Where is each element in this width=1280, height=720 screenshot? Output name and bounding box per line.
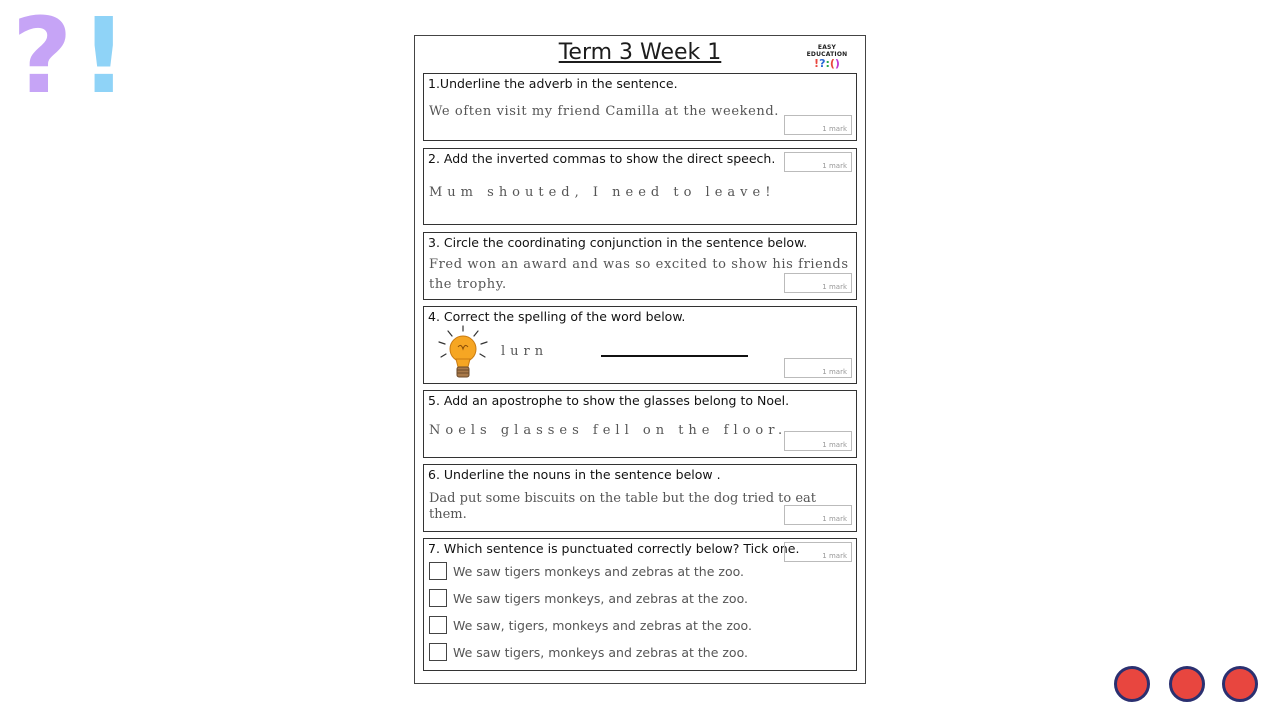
question-4-answer-line[interactable] — [601, 355, 748, 357]
mark-label: 1 mark — [822, 162, 847, 170]
mark-label: 1 mark — [822, 515, 847, 523]
option-1-checkbox[interactable] — [429, 562, 447, 580]
question-6-box — [423, 464, 857, 532]
question-1-sentence: We often visit my friend Camilla at the weekend. — [429, 104, 780, 119]
question-7-prompt: 7. Which sentence is punctuated correctly below? Tick one. — [428, 541, 800, 556]
question-mark-decoration: ? — [12, 0, 73, 117]
easy-education-logo — [799, 44, 855, 70]
mark-label: 1 mark — [822, 283, 847, 291]
option-4-checkbox[interactable] — [429, 643, 447, 661]
question-5-sentence: Noels glasses fell on the floor. — [429, 423, 788, 438]
question-4-mark-box[interactable] — [784, 358, 852, 378]
logo-punctuation-marks: !?:() — [814, 57, 840, 70]
nav-dot-1[interactable] — [1114, 666, 1150, 702]
question-5-box — [423, 390, 857, 458]
question-3-sentence-line-1: Fred won an award and was so excited to show his friends — [429, 257, 849, 272]
question-3-prompt: 3. Circle the coordinating conjunction in the sentence below. — [428, 235, 808, 250]
option-3-text: We saw, tigers, monkeys and zebras at the zoo. — [453, 618, 752, 633]
question-3-mark-box[interactable] — [784, 273, 852, 293]
question-4-box — [423, 306, 857, 384]
question-5-prompt: 5. Add an apostrophe to show the glasses belong to Noel. — [428, 393, 790, 408]
nav-dot-2[interactable] — [1169, 666, 1205, 702]
mark-label: 1 mark — [822, 368, 847, 376]
question-7-box — [423, 538, 857, 671]
option-2-checkbox[interactable] — [429, 589, 447, 607]
nav-dot-3[interactable] — [1222, 666, 1258, 702]
question-6-sentence-line-2: them. — [429, 507, 467, 522]
question-3-sentence-line-2: the trophy. — [429, 277, 507, 292]
question-1-box — [423, 73, 857, 141]
question-7-mark-box[interactable] — [784, 542, 852, 562]
question-2-prompt: 2. Add the inverted commas to show the direct speech. — [428, 151, 776, 166]
question-6-prompt: 6. Underline the nouns in the sentence below . — [428, 467, 721, 482]
exclamation-mark-decoration: ! — [80, 0, 128, 117]
logo-text: EASY EDUCATION — [806, 44, 848, 58]
light-bulb-icon — [436, 325, 490, 381]
question-3-box — [423, 232, 857, 300]
option-3-checkbox[interactable] — [429, 616, 447, 634]
option-4-text: We saw tigers, monkeys and zebras at the zoo. — [453, 645, 748, 660]
mark-label: 1 mark — [822, 125, 847, 133]
worksheet-title: Term 3 Week 1 — [558, 40, 722, 65]
option-1-text: We saw tigers monkeys and zebras at the zoo. — [453, 564, 744, 579]
question-6-mark-box[interactable] — [784, 505, 852, 525]
question-1-prompt: 1.Underline the adverb in the sentence. — [428, 76, 678, 91]
mark-label: 1 mark — [822, 441, 847, 449]
mark-label: 1 mark — [822, 552, 847, 560]
question-4-prompt: 4. Correct the spelling of the word below. — [428, 309, 686, 324]
question-4-word: lurn — [501, 344, 549, 359]
question-6-sentence-line-1: Dad put some biscuits on the table but the dog tried to eat — [429, 491, 817, 506]
worksheet — [414, 35, 866, 684]
question-1-mark-box[interactable] — [784, 115, 852, 135]
option-2-text: We saw tigers monkeys, and zebras at the zoo. — [453, 591, 748, 606]
question-2-sentence: Mum shouted, I need to leave! — [429, 185, 776, 200]
question-2-box — [423, 148, 857, 225]
question-5-mark-box[interactable] — [784, 431, 852, 451]
question-2-mark-box[interactable] — [784, 152, 852, 172]
